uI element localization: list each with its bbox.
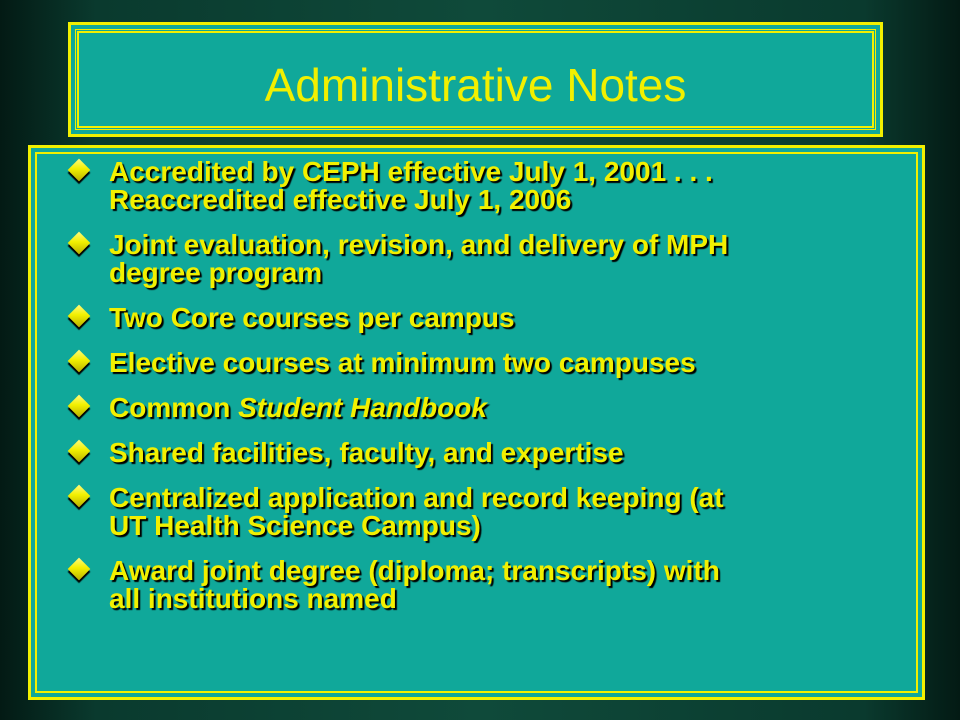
diamond-bullet-icon (68, 440, 91, 463)
bullet-list (65, 158, 911, 630)
bullet-text-line: Elective courses at minimum two campuses (109, 347, 696, 378)
bullet-text-line: Centralized application and record keeping (at (109, 482, 724, 513)
bullet-text-line: Shared facilities, faculty, and expertise (109, 437, 624, 468)
bullet-item-core-courses (65, 304, 911, 332)
diamond-bullet-icon (68, 558, 91, 581)
bullet-text-line: Joint evaluation, revision, and delivery of MPH (109, 229, 729, 260)
bullet-item-student-handbook (65, 394, 911, 422)
bullet-item-elective-courses (65, 349, 911, 377)
diamond-bullet-icon (68, 395, 91, 418)
diamond-bullet-icon (68, 159, 91, 182)
bullet-text-prefix: Common (109, 392, 239, 423)
bullet-item-shared-facilities (65, 439, 911, 467)
bullet-text-line: Reaccredited effective July 1, 2006 (109, 184, 572, 215)
title-panel (68, 22, 883, 137)
bullet-text-line: Accredited by CEPH effective July 1, 2001 . . . (109, 156, 713, 187)
diamond-bullet-icon (68, 350, 91, 373)
bullet-item-centralized-application (65, 484, 911, 540)
diamond-bullet-icon (68, 485, 91, 508)
bullet-text-line: all institutions named (109, 583, 397, 614)
diamond-bullet-icon (68, 232, 91, 255)
bullet-text-line: Award joint degree (diploma; transcripts) with (109, 555, 720, 586)
content-panel (28, 145, 925, 700)
bullet-item-joint-degree (65, 557, 911, 613)
bullet-text-line: degree program (109, 257, 323, 288)
bullet-text-line: UT Health Science Campus) (109, 510, 481, 541)
diamond-bullet-icon (68, 305, 91, 328)
bullet-item-joint-evaluation (65, 231, 911, 287)
bullet-text-italic: Student Handbook (238, 392, 487, 423)
slide-title: Administrative Notes (264, 59, 687, 111)
bullet-text-line: Two Core courses per campus (109, 302, 515, 333)
bullet-item-accreditation (65, 158, 911, 214)
